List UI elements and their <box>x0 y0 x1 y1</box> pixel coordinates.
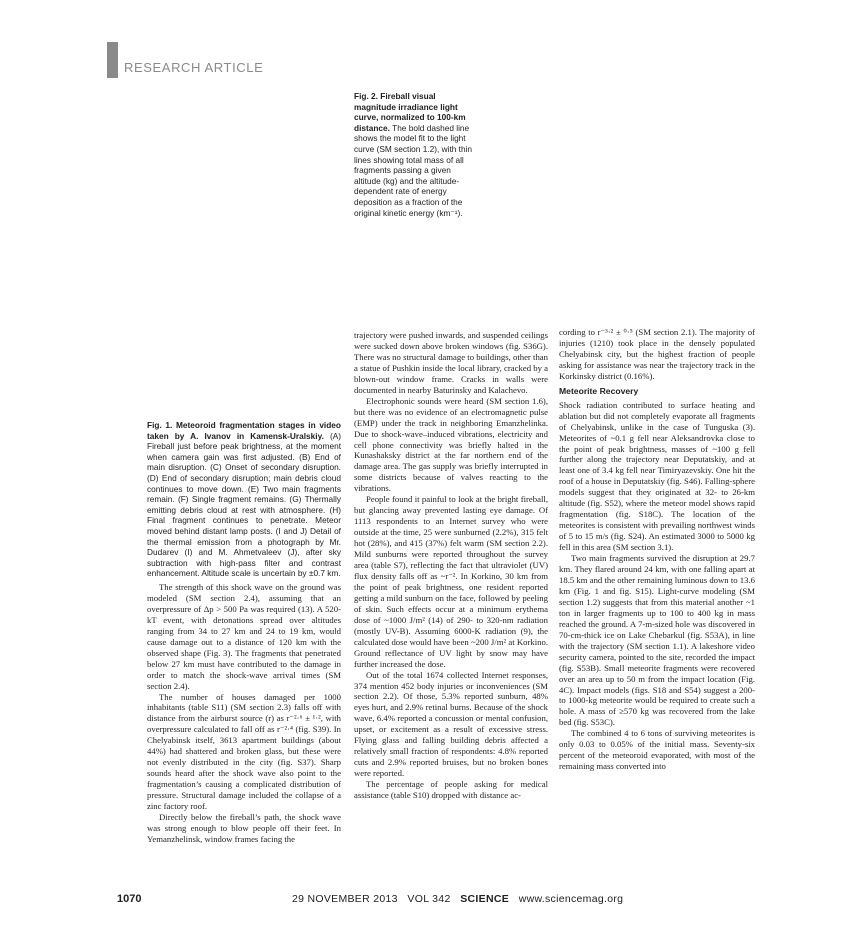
paragraph: Shock radiation contributed to surface heating and ablation but did not completely evaporate all fragments of Chelyabinsk, unlike in the case of Tunguska (3). Meteorites of ~0.1 g fell near Aleksandrovka close to the point of peak brightness, masses of ~100 g fell further along the trajectory near Deputatskiy, and at least one of 3.4 kg fell near Timiryazevskiy. One hit the roof of a house in Deputatskiy (fig. S46). Falling-sphere models suggest that they originated at 32- to 26-km altitude (fig. S52), where the meteor model shows rapid fragmentation (fig. S18C). The location of the meteorites is consistent with prevailing northwest winds of 5 to 15 m/s (fig. S24). An estimated 3000 to 5000 kg fell in this area (SM section 3.1). <box>559 399 755 553</box>
figure-2-body: The bold dashed line shows the model fit to the light curve (SM section 1.2), with thin lines showing total mass of all fragments passing a given altitude (kg) and the altitude-dependent rate of energy deposition as a fraction of the original kinetic energy (km⁻¹). <box>354 122 473 218</box>
paragraph: The number of houses damaged per 1000 inhabitants (table S11) (SM section 2.3) falls off with distance from the airburst source (r) as r⁻²·⁶ ± ¹·², with overpressure calculated to fall off as r⁻²·⁴ (fig. S39). In Chelyabinsk itself, 3613 apartment buildings (about 44%) had shattered and broken glass, but these were not evenly distributed in the city (fig. S37). Sharp sounds heard after the shock wave also point to the fragmentation’s causing a complicated distribution of pressure. Structural damage included the collapse of a zinc factory roof. <box>147 691 341 812</box>
page-number: 1070 <box>117 893 142 905</box>
issue-date: 29 NOVEMBER 2013 <box>292 893 398 905</box>
column-3 <box>559 327 755 772</box>
journal-footer <box>292 893 623 905</box>
paragraph: The combined 4 to 6 tons of surviving meteorites is only 0.03 to 0.05% of the initial mass. Seventy-six percent of the meteoroid evaporated, with most of the remaining mass converted into <box>559 728 755 772</box>
figure-2-title: Fig. 2. Fireball visual magnitude irradiance light curve, normalized to 100-km distance. <box>354 91 466 133</box>
paragraph: trajectory were pushed inwards, and suspended ceilings were sucked down above broken windows (fig. S36G). There was no structural damage to buildings, other than a statue of Pushkin inside the local library, cracked by a blown-out window frame. Cracks in walls were documented in nearby Baturinsky and Kalachevo. <box>354 330 548 395</box>
figure-2-caption <box>354 91 474 218</box>
paragraph: cording to r⁻³·² ± ⁰·⁵ (SM section 2.1). The majority of injuries (1210) took place in the densely populated Chelyabinsk city, but the highest fraction of people asking for assistance was near the trajectory track in the Korkinsky district (0.16%). <box>559 327 755 381</box>
figure-1-body: (A) Fireball just before peak brightness, at the moment when camera gain was first adjusted. (B) End of main disruption. (C) Onset of secondary disruption. (D) End of secondary disruption; main debris cloud continues to move down. (E) Two main fragments remain. (F) Single fragment remains. (G) Thermally emitting debris cloud at rest with atmosphere. (H) Final fragment continues to penetrate. Meteor moved behind distant lamp posts. (I and J) Detail of the thermal emission from a photograph by Mr. Dudarev (I) and M. Ahmetvaleev (J), after sky subtraction with high-pass filter and contrast enhancement. Altitude scale is uncertain by ±0.7 km. <box>147 430 341 579</box>
section-heading: Meteorite Recovery <box>559 385 639 396</box>
paragraph: The strength of this shock wave on the ground was modeled (SM section 2.4), assuming that an overpressure of Δp > 500 Pa was required (13). A 520-kT event, with detonations spread over altitudes ranging from 34 to 27 km and 24 to 19 km, would cause damage out to a distance of 120 km with the observed shape (Fig. 3). The fragments that penetrated below 27 km must have contributed to the damage in order to match the shock-wave arrival times (SM section 2.4). <box>147 582 341 691</box>
column-1 <box>147 582 341 845</box>
journal-url[interactable]: www.sciencemag.org <box>518 893 624 905</box>
paragraph: The percentage of people asking for medical assistance (table S10) dropped with distance ac- <box>354 779 548 801</box>
journal-name: SCIENCE <box>460 893 510 905</box>
column-2 <box>354 330 548 801</box>
section-label: RESEARCH ARTICLE <box>124 60 264 75</box>
paragraph: People found it painful to look at the bright fireball, but glancing away prevented lasting eye damage. Of 1113 respondents to an Internet survey who were outside at the time, 25 were sunburned (2.2%), 315 felt hot (28%), and 415 (37%) felt warm (SM section 2.2). Mild sunburns were reported throughout the survey area (table S7), reflecting the fact that ultraviolet (UV) flux density falls off as ~r⁻². In Korkino, 30 km from the point of peak brightness, one resident reported getting a mild sunburn on the face, followed by peeling of skin. Such effects occur at a minimum erythema dose of ~1000 J/m² (14) of 290- to 320-nm radiation (mostly UV-B). Assuming 6000-K radiation (9), the calculated dose would have been ~200 J/m² at Korkino. Ground reflectance of UV light by snow may have further increased the dose. <box>354 494 548 669</box>
paragraph: Two main fragments survived the disruption at 29.7 km. They flared around 24 km, with one falling apart at 18.5 km and the other remaining luminous down to 13.6 km (Fig. 1 and fig. S15). Light-curve modeling (SM section 1.2) suggests that from this material another ~1 ton in larger fragments up to 100 to 400 kg in mass reached the ground. A 7-m-sized hole was discovered in 70-cm-thick ice on Lake Chebarkul (fig. S53A), in line with the trajectory (SM section 1.1). A lakeshore video security camera, pointed to the site, recorded the impact (fig. S53B). Small meteorite fragments were recovered over an area up to 50 m from the impact location (Fig. 4C). Impact models (figs. S18 and S54) suggest a 200- to 1000-kg meteorite would be required to create such a hole. A mass of ≥570 kg was recovered from the lake bed (fig. S53C). <box>559 553 755 728</box>
volume: VOL 342 <box>407 893 451 905</box>
paragraph: Out of the total 1674 collected Internet responses, 374 mention 452 body injuries or inconveniences (SM section 2.2). Of those, 5.3% reported sunburn, 48% eyes hurt, and 2.9% retinal burns. Because of the shock wave, 6.4% reported a concussion or mental confusion, upset, or excitement as a result of excessive stress. Flying glass and falling building debris affected a relatively small fraction of respondents: 4.8% reported cuts and 2.9% reported bruises, but no broken bones were reported. <box>354 669 548 779</box>
paragraph: Electrophonic sounds were heard (SM section 1.6), but there was no evidence of an electromagnetic pulse (EMP) under the track in neighboring Emanzhelinka. Due to shock-wave–induced vibrations, electricity and cell phone connectivity was briefly halted in the Kunashaksky district at the far northern end of the damage area. The gas supply was briefly interrupted in some districts because of valves reacting to the vibrations. <box>354 395 548 494</box>
figure-1-caption <box>147 420 341 579</box>
figure-1-title: Fig. 1. Meteoroid fragmentation stages in video taken by A. Ivanov in Kamensk-Uralskiy. <box>147 420 341 441</box>
section-bar <box>107 42 118 78</box>
paragraph: Directly below the fireball’s path, the shock wave was strong enough to blow people off their feet. In Yemanzhelinsk, window frames facing the <box>147 812 341 844</box>
